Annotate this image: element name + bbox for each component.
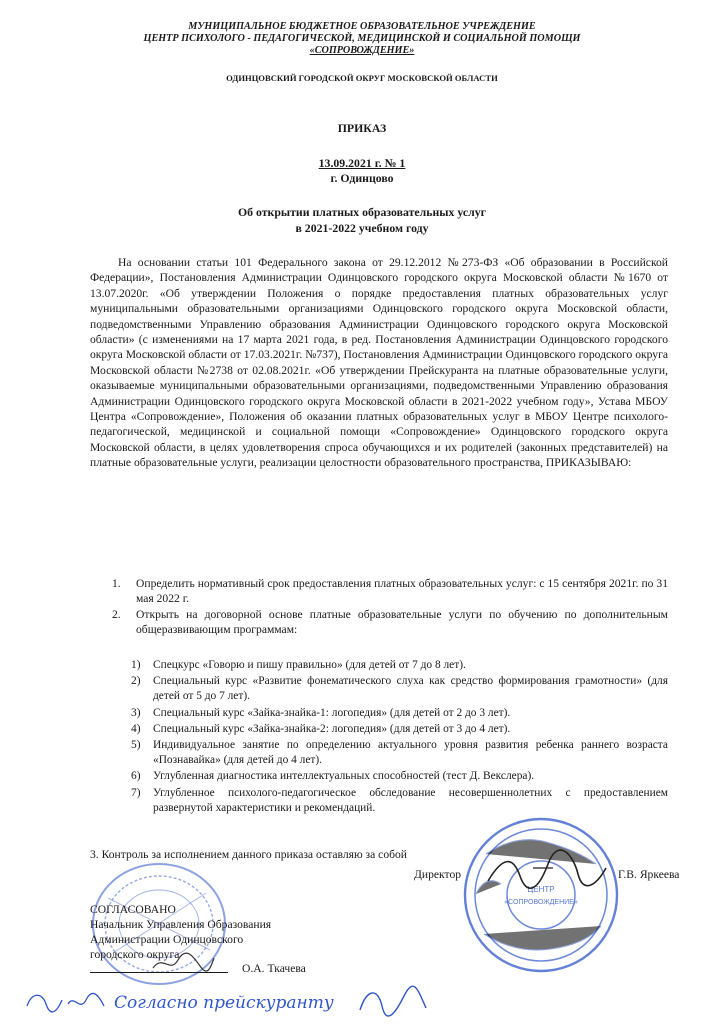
seal-center-text-2: «СОПРОВОЖДЕНИЕ»: [504, 899, 578, 906]
district-name: ОДИНЦОВСКИЙ ГОРОДСКОЙ ОКРУГ МОСКОВСКОЙ ОБЛАСТИ: [226, 73, 498, 83]
seal-center-text-1: ЦЕНТР: [527, 885, 555, 894]
director-name: Г.В. Яркеева: [618, 868, 680, 881]
list-item: 6) Углубленная диагностика интеллектуальных способностей (тест Д. Векслера).: [131, 770, 535, 783]
list-item: 3) Специальный курс «Зайка-знайка-1: логопедия» (для детей от 2 до 3 лет).: [131, 706, 511, 719]
services-list: [131, 658, 668, 817]
handwritten-note: [22, 984, 442, 1022]
order-subject-line1: Об открытии платных образовательных услуг: [237, 205, 486, 219]
org-name-line1: МУНИЦИПАЛЬНОЕ БЮДЖЕТНОЕ ОБРАЗОВАТЕЛЬНОЕ УЧРЕЖДЕНИЕ: [188, 21, 536, 32]
handwritten-note-text: Согласно прейскуранту: [114, 993, 334, 1013]
main-items-list: [112, 576, 668, 638]
approval-position-line2: Администрации Одинцовского: [90, 933, 244, 946]
list-item: 1) Спецкурс «Говорю и пишу правильно» (для детей от 7 до 8 лет).: [131, 659, 466, 671]
list-item: 2) Специальный курс «Развитие фонематического слуха как средство формирования грамотности» (для детей от 5 до 7 лет).: [131, 675, 668, 703]
order-subject-line2: в 2021-2022 учебном году: [295, 221, 429, 235]
approval-heading: СОГЛАСОВАНО: [90, 903, 176, 916]
control-clause: 3. Контроль за исполнением данного приказа оставляю за собой: [90, 848, 408, 861]
approval-signature: [148, 950, 218, 976]
approval-position-line3: городского округа: [90, 948, 180, 961]
order-city: г. Одинцово: [330, 171, 394, 185]
list-item: 1. Определить нормативный срок предоставления платных образовательных услуг: с 15 сентября 2021г. по 31 мая 2022 г.: [112, 577, 668, 606]
org-name-line3: «СОПРОВОЖДЕНИЕ»: [309, 45, 415, 56]
order-date-number: 13.09.2021 г. № 1: [318, 156, 406, 170]
preamble-paragraph: На основании статьи 101 Федерального закона от 29.12.2012 №273-ФЗ «Об образовании в Российской Федерации», Постановления Администрации Одинцовского городского округа Московской области №1670 от 13.07.2020г. «Об утверждении Положения о порядке предоставления платных образовательных услуг муниципальными образовательными организациями Одинцовского городского округа Московской области, подведомственными Управлению образования Администрации Одинцовского городского округа Московской области» (с изменениями на 17 марта 2021 года, в ред. Постановления Администрации Одинцовского городского округа Московской области от 17.03.2021г. №737), Постановления Администрации Одинцовского городского округа Московской области №2738 от 02.08.2021г. «Об утверждении Прейскуранта на платные образовательные услуги, оказываемые муниципальными образовательными организациями, подведомственными Управлению образования Администрации Одинцовского городского округа Московской области в 2021-2022 учебном году», Устава МБОУ Центра «Сопровождение», Положения об оказании платных образовательных услуг в МБОУ Центре психолого-педагогической, медицинской и социальной помощи «Сопровождение» Одинцовского городского округа Московской области, в целях удовлетворения спроса обучающихся и их родителей (законных представителей) на платные образовательные услуги, реализации целостности образовательного пространства, ПРИКАЗЫВАЮ:: [90, 256, 668, 470]
approval-position-line1: Начальник Управления Образования: [90, 918, 272, 931]
director-signature: [478, 846, 613, 896]
list-item: 5) Индивидуальное занятие по определению актуального уровня развития ребенка раннего возраста «Познавайка» (для детей до 4 лет).: [131, 739, 668, 767]
approver-name: О.А. Ткачева: [242, 962, 306, 975]
list-item: 4) Специальный курс «Зайка-знайка-2: логопедия» (для детей от 3 до 4 лет).: [131, 722, 511, 735]
list-item: 2. Открыть на договорной основе платные образовательные услуги по обучению по дополнительным общеразвивающим программам:: [112, 607, 668, 637]
director-label: Директор: [414, 868, 462, 881]
order-title: ПРИКАЗ: [337, 121, 387, 135]
list-item: 7) Углубленное психолого-педагогическое обследование несовершеннолетних с предоставлением развернутой характеристики и рекомендаций.: [131, 786, 668, 814]
org-name-line2: ЦЕНТР ПСИХОЛОГО - ПЕДАГОГИЧЕСКОЙ, МЕДИЦИНСКОЙ И СОЦИАЛЬНОЙ ПОМОЩИ: [143, 33, 581, 44]
